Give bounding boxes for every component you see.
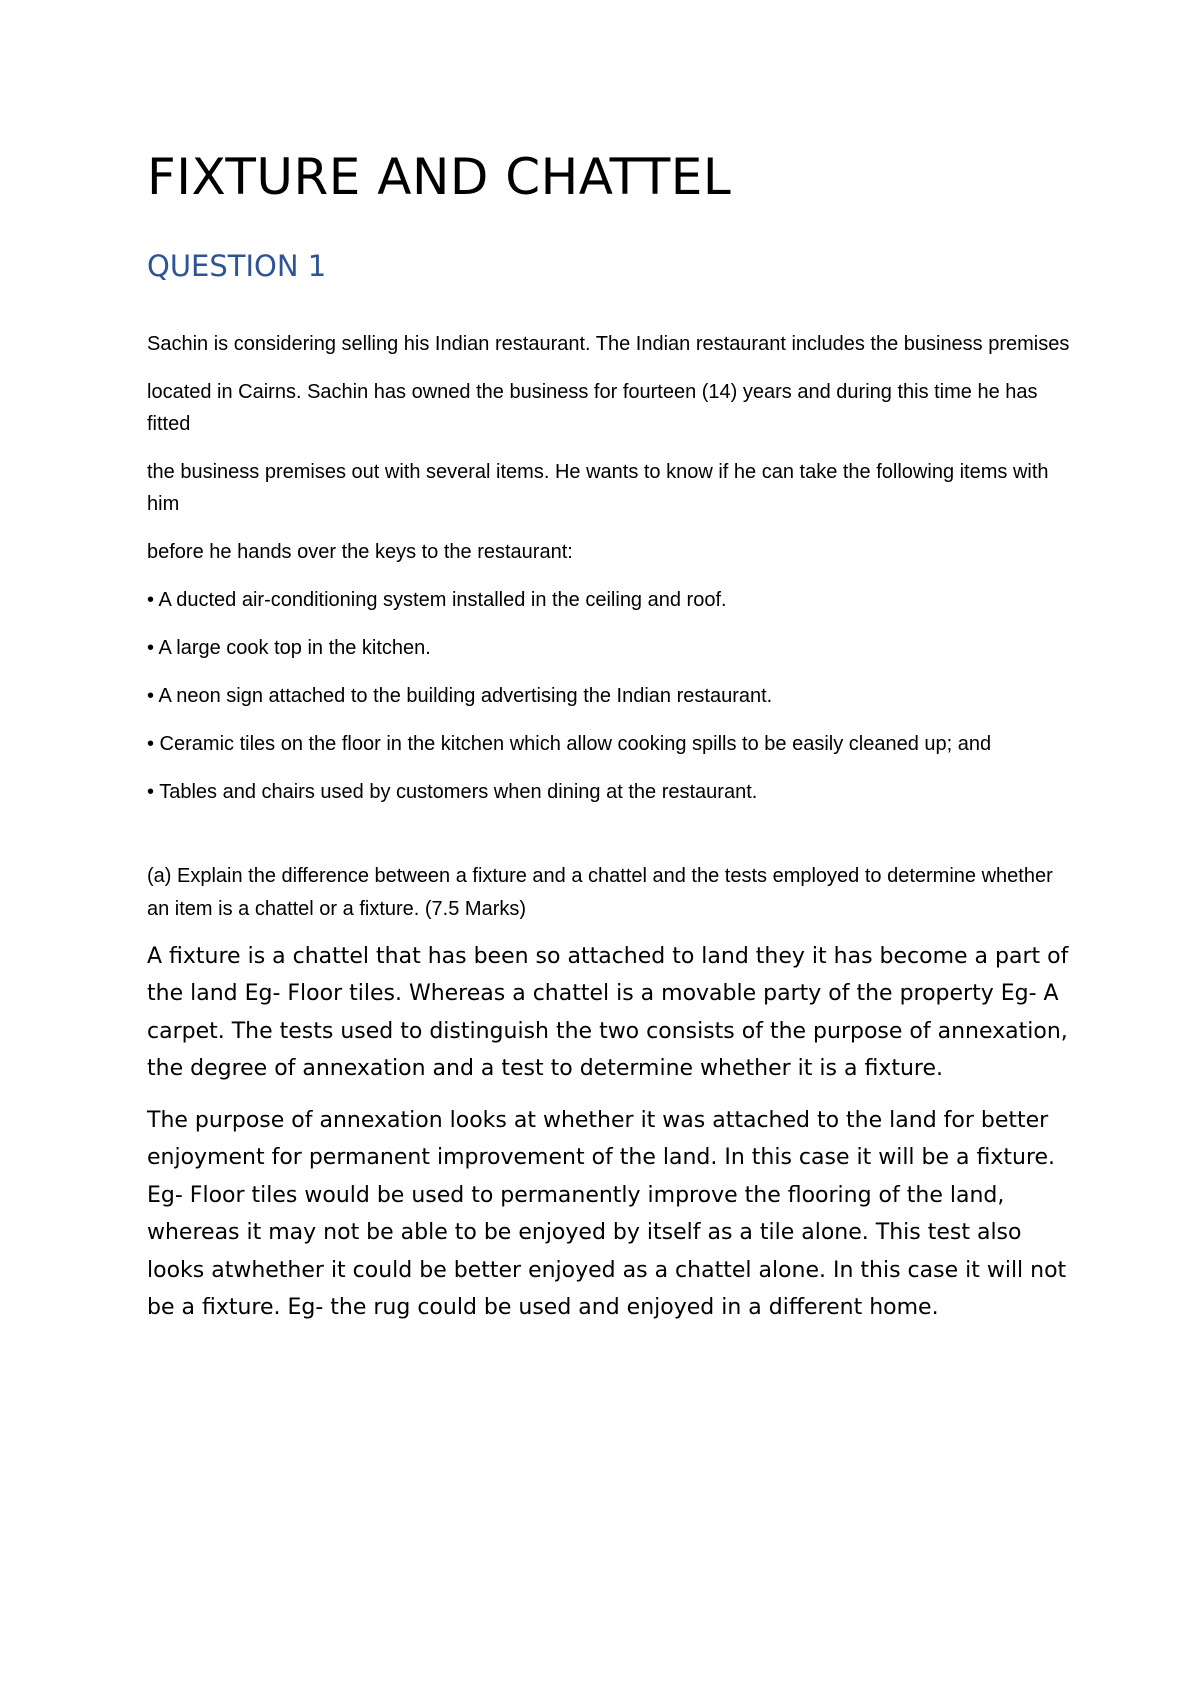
question-part-a: (a) Explain the difference between a fixture and a chattel and the tests employed to determine whether an item is a chattel or a fixture. (7.5 Marks) [147, 864, 1053, 920]
answer-section [147, 938, 1077, 1327]
list-item: • Tables and chairs used by customers when dining at the restaurant. [147, 780, 758, 803]
answer-paragraph: A fixture is a chattel that has been so attached to land they it has become a part of the land Eg- Floor tiles. Whereas a chattel is a movable party of the property Eg- A carpet. The tests used to distinguish the two consists of the purpose of annexation, the degree of annexation and a test to determine whether it is a fixture. [147, 943, 1069, 1082]
list-item: • Ceramic tiles on the floor in the kitchen which allow cooking spills to be easily cleaned up; and [147, 732, 992, 755]
question-intro [147, 328, 1077, 568]
intro-paragraph: the business premises out with several items. He wants to know if he can take the following items with him [147, 460, 1049, 515]
question-heading: QUESTION 1 [147, 249, 327, 283]
list-item: • A neon sign attached to the building advertising the Indian restaurant. [147, 684, 773, 707]
items-list [147, 584, 1077, 808]
list-item: • A ducted air-conditioning system installed in the ceiling and roof. [147, 588, 727, 611]
list-item: • A large cook top in the kitchen. [147, 636, 431, 659]
document-body [147, 150, 1077, 1341]
page-title: FIXTURE AND CHATTEL [147, 148, 732, 206]
intro-paragraph: Sachin is considering selling his Indian restaurant. The Indian restaurant includes the business premises [147, 332, 1070, 355]
answer-paragraph: The purpose of annexation looks at whether it was attached to the land for better enjoyment for permanent improvement of the land. In this case it will be a fixture. Eg- Floor tiles would be used to permanently improve the flooring of the land, whereas it may not be able to be enjoyed by itself as a tile alone. This test also looks atwhether it could be better enjoyed as a chattel alone. In this case it will not be a fixture. Eg- the rug could be used and enjoyed in a different home. [147, 1107, 1067, 1321]
intro-paragraph: before he hands over the keys to the restaurant: [147, 540, 573, 563]
intro-paragraph: located in Cairns. Sachin has owned the business for fourteen (14) years and during this time he has fitted [147, 380, 1038, 435]
